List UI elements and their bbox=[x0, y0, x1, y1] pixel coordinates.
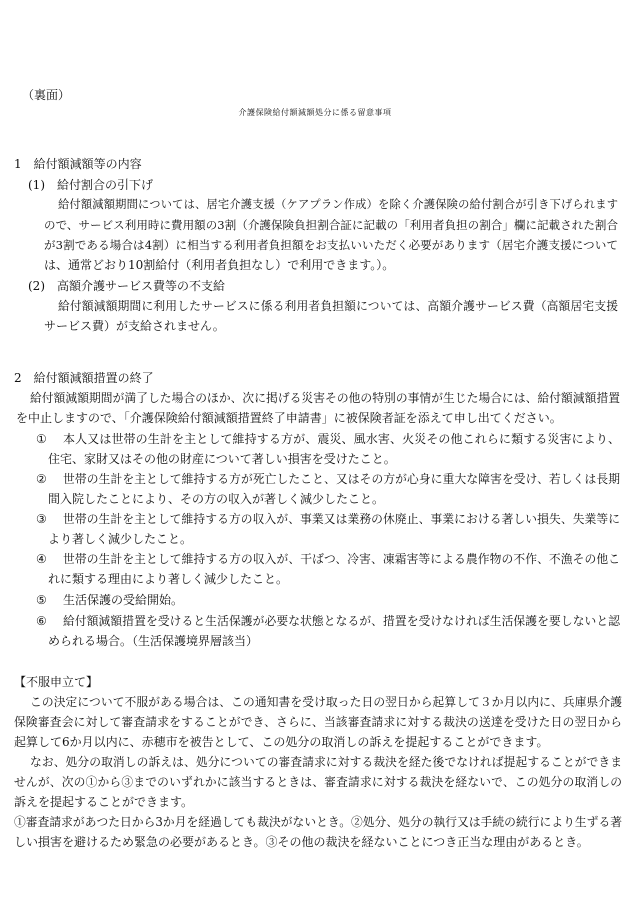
section-2-intro-line: 給付額減額期間が満了した場合のほか、次に掲げる災害その他の特別の事情が生じた場合には、給付額減額措置 bbox=[30, 391, 620, 405]
item-5-line: 生活保護の受給開始。 bbox=[63, 593, 184, 607]
section-2-heading: 2 給付額減額措置の終了 bbox=[14, 371, 154, 385]
appeal-p1-line: 起算して6か月以内に、赤穂市を被告として、この処分の取消しの訴えを提起することができます。 bbox=[14, 735, 549, 749]
item-2-mark: ② bbox=[36, 472, 47, 486]
item-5-mark: ⑤ bbox=[36, 593, 47, 607]
section-2-intro-line: を中止しますので、「介護保険給付額減額措置終了申請書」に被保険者証を添えて申し出てください。 bbox=[16, 411, 562, 425]
appeal-p1-line: 保険審査会に対して審査請求をすることができ、さらに、当該審査請求に対する裁決の送達を受けた日の翌日から bbox=[14, 715, 622, 729]
section-1-1-heading: (1) 給付割合の引下げ bbox=[28, 178, 153, 192]
item-3-line: 世帯の生計を主として維持する方の収入が、事業又は業務の休廃止、事業における著しい損失、失業等に bbox=[63, 512, 620, 526]
section-1-1-line: が3割である場合は4割）に相当する利用者負担額をお支払いいただく必要があります（居宅介護支援について bbox=[44, 238, 618, 252]
item-2-line: 世帯の生計を主として維持する方が死亡したこと、又はその方が心身に重大な障害を受け、若しくは長期 bbox=[63, 472, 620, 486]
appeal-p3-line: ①審査請求があつた日から3か月を経過しても裁決がないとき。②処分、処分の執行又は手続の続行により生ずる著 bbox=[14, 815, 622, 829]
appeal-p1-line: この決定について不服がある場合は、この通知書を受け取った日の翌日から起算して３か月以内に、兵庫県介護 bbox=[30, 695, 622, 709]
item-4-line: 世帯の生計を主として維持する方の収入が、干ばつ、冷害、凍霜害等による農作物の不作、不漁その他こ bbox=[63, 552, 620, 566]
item-4-line: れに類する理由により著しく減少したこと。 bbox=[48, 572, 289, 586]
appeal-p2-line: 訴えを提起することができます。 bbox=[14, 795, 194, 809]
item-1-line: 本人又は世帯の生計を主として維持する方が、震災、風水害、火災その他これらに類する災害により、 bbox=[63, 432, 620, 446]
item-6-line: 給付額減額措置を受けると生活保護が必要な状態となるが、措置を受けなければ生活保護を要しないと認 bbox=[63, 614, 620, 628]
section-1-heading: 1 給付額減額等の内容 bbox=[14, 157, 142, 171]
item-6-line: められる場合。（生活保護境界層該当） bbox=[48, 634, 259, 648]
item-2-line: 間入院したことにより、その方の収入が著しく減少したこと。 bbox=[48, 492, 385, 506]
section-1-2-line: 給付額減額期間に利用したサービスに係る利用者負担額については、高額介護サービス費（高額居宅支援 bbox=[58, 299, 618, 313]
section-1-1-line: は、通常どおり10割給付（利用者負担なし）で利用できます。）。 bbox=[44, 258, 395, 272]
page-title: 介護保険給付額減額処分に係る留意事項 bbox=[238, 108, 392, 117]
section-1-2-heading: (2) 高額介護サービス費等の不支給 bbox=[28, 279, 225, 293]
appeal-p3-line: しい損害を避けるため緊急の必要があるとき。③その他の裁決を経ないことにつき正当な理由があるとき。 bbox=[14, 835, 589, 849]
section-1-1-line: 給付額減額期間については、居宅介護支援（ケアプラン作成）を除く介護保険の給付割合が引き下げられます bbox=[58, 198, 618, 211]
appeal-heading: 【不服申立て】 bbox=[14, 675, 99, 689]
item-4-mark: ④ bbox=[36, 552, 47, 566]
reverse-side-label: （裏面） bbox=[22, 88, 71, 102]
item-6-mark: ⑥ bbox=[36, 614, 47, 628]
item-1-line: 住宅、家財又はその他の財産について著しい損害を受けたこと。 bbox=[48, 452, 396, 466]
item-1-mark: ① bbox=[36, 432, 47, 446]
appeal-p2-line: なお、処分の取消しの訴えは、処分についての審査請求に対する裁決を経た後でなければ提起することができま bbox=[30, 755, 622, 769]
appeal-p2-line: せんが、次の①から③までのいずれかに該当するときは、審査請求に対する裁決を経ないで、この処分の取消しの bbox=[14, 775, 622, 789]
item-3-line: より著しく減少したこと。 bbox=[48, 532, 193, 546]
item-3-mark: ③ bbox=[36, 512, 47, 526]
section-1-2-line: サービス費）が支給されません。 bbox=[44, 319, 225, 333]
section-1-1-line: ので、サービス利用時に費用額の3割（介護保険負担割合証に記載の「利用者負担の割合」欄に記載された割合 bbox=[44, 218, 618, 232]
